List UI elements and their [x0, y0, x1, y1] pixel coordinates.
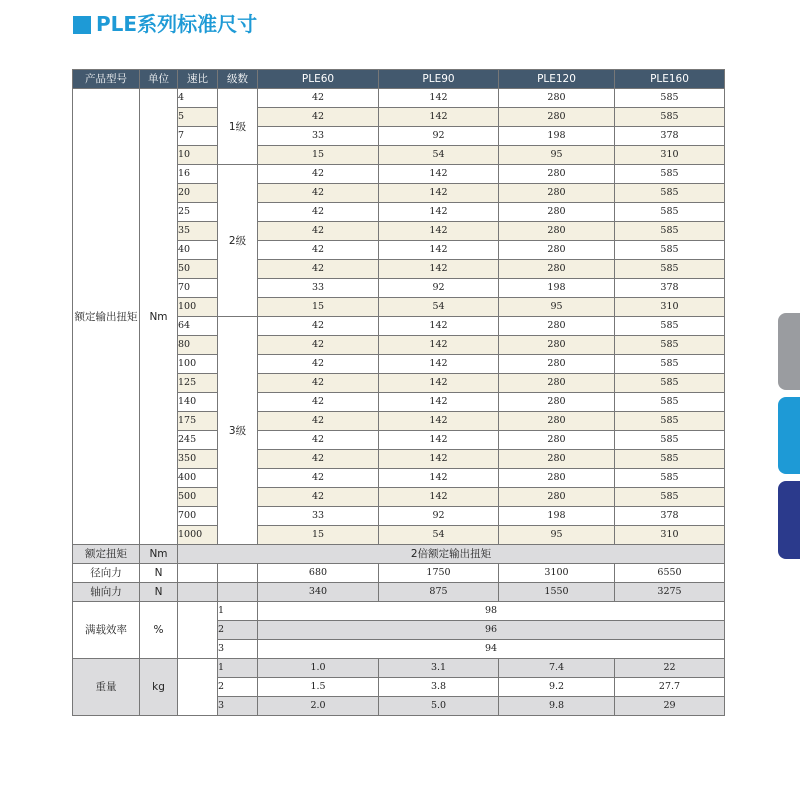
- torque-value-cell: 280: [499, 260, 615, 279]
- torque-value-cell: 142: [379, 469, 499, 488]
- torque-value-cell: 42: [258, 336, 379, 355]
- force-value-cell: 1750: [379, 564, 499, 583]
- ratio-cell: 20: [178, 184, 218, 203]
- ratio-cell: 40: [178, 241, 218, 260]
- torque-value-cell: 95: [499, 146, 615, 165]
- torque-value-cell: 585: [615, 488, 725, 507]
- torque-value-cell: 280: [499, 469, 615, 488]
- torque-value-cell: 42: [258, 488, 379, 507]
- torque-value-cell: 142: [379, 374, 499, 393]
- torque-value-cell: 42: [258, 450, 379, 469]
- torque-value-cell: 42: [258, 393, 379, 412]
- ratio-cell: 125: [178, 374, 218, 393]
- torque-value-cell: 378: [615, 127, 725, 146]
- weight-value-cell: 1.0: [258, 659, 379, 678]
- efficiency-value-cell: 96: [258, 621, 725, 640]
- torque-value-cell: 42: [258, 222, 379, 241]
- radial-force-row: [73, 564, 725, 583]
- torque-value-cell: 585: [615, 222, 725, 241]
- torque-value-cell: 142: [379, 317, 499, 336]
- torque-value-cell: 42: [258, 412, 379, 431]
- page-title: PLE系列标准尺寸: [96, 12, 258, 36]
- ratio-cell: 5: [178, 108, 218, 127]
- weight-value-cell: 29: [615, 697, 725, 716]
- weight-value-cell: 3.1: [379, 659, 499, 678]
- rated-torque-row: [73, 545, 725, 564]
- torque-value-cell: 585: [615, 450, 725, 469]
- weight-unit: kg: [140, 659, 178, 716]
- torque-value-cell: 310: [615, 298, 725, 317]
- force-value-cell: 340: [258, 583, 379, 602]
- force-value-cell: 1550: [499, 583, 615, 602]
- torque-value-cell: 142: [379, 412, 499, 431]
- torque-value-cell: 585: [615, 317, 725, 336]
- torque-value-cell: 280: [499, 241, 615, 260]
- spec-table: [72, 69, 725, 716]
- torque-value-cell: 95: [499, 298, 615, 317]
- torque-value-cell: 33: [258, 507, 379, 526]
- torque-value-cell: 142: [379, 355, 499, 374]
- torque-value-cell: 280: [499, 222, 615, 241]
- ratio-cell: 400: [178, 469, 218, 488]
- torque-value-cell: 42: [258, 89, 379, 108]
- ratio-cell: 70: [178, 279, 218, 298]
- axial-force-unit: N: [140, 583, 178, 602]
- torque-value-cell: 585: [615, 165, 725, 184]
- torque-value-cell: 142: [379, 260, 499, 279]
- ratio-cell: 10: [178, 146, 218, 165]
- efficiency-stage-cell: 1: [218, 602, 258, 621]
- torque-value-cell: 585: [615, 260, 725, 279]
- efficiency-value-cell: 94: [258, 640, 725, 659]
- force-value-cell: 3100: [499, 564, 615, 583]
- torque-value-cell: 142: [379, 488, 499, 507]
- torque-value-cell: 142: [379, 89, 499, 108]
- torque-value-cell: 378: [615, 279, 725, 298]
- weight-label: 重量: [73, 659, 140, 716]
- torque-value-cell: 585: [615, 203, 725, 222]
- torque-value-cell: 280: [499, 108, 615, 127]
- torque-value-cell: 310: [615, 526, 725, 545]
- empty-cell: [178, 602, 218, 659]
- torque-value-cell: 15: [258, 146, 379, 165]
- rated-torque-value: 2倍额定输出扭矩: [178, 545, 725, 564]
- torque-value-cell: 280: [499, 336, 615, 355]
- torque-value-cell: 54: [379, 526, 499, 545]
- torque-value-cell: 585: [615, 241, 725, 260]
- torque-value-cell: 280: [499, 488, 615, 507]
- empty-cell: [218, 564, 258, 583]
- rated-torque-label: 额定扭矩: [73, 545, 140, 564]
- force-value-cell: 6550: [615, 564, 725, 583]
- weight-value-cell: 27.7: [615, 678, 725, 697]
- ratio-cell: 50: [178, 260, 218, 279]
- weight-value-cell: 7.4: [499, 659, 615, 678]
- torque-value-cell: 142: [379, 450, 499, 469]
- torque-value-cell: 142: [379, 203, 499, 222]
- torque-value-cell: 142: [379, 165, 499, 184]
- force-value-cell: 3275: [615, 583, 725, 602]
- ratio-cell: 245: [178, 431, 218, 450]
- rated-torque-unit: Nm: [140, 545, 178, 564]
- weight-value-cell: 9.8: [499, 697, 615, 716]
- axial-force-label: 轴向力: [73, 583, 140, 602]
- torque-value-cell: 42: [258, 241, 379, 260]
- torque-value-cell: 92: [379, 507, 499, 526]
- efficiency-stage-cell: 2: [218, 621, 258, 640]
- torque-value-cell: 280: [499, 355, 615, 374]
- torque-value-cell: 280: [499, 89, 615, 108]
- torque-value-cell: 54: [379, 146, 499, 165]
- torque-value-cell: 33: [258, 279, 379, 298]
- ratio-cell: 500: [178, 488, 218, 507]
- header-ple60: PLE60: [258, 70, 379, 89]
- weight-stage-cell: 1: [218, 659, 258, 678]
- header-ple160: PLE160: [615, 70, 725, 89]
- torque-value-cell: 585: [615, 108, 725, 127]
- weight-value-cell: 9.2: [499, 678, 615, 697]
- torque-value-cell: 92: [379, 279, 499, 298]
- torque-value-cell: 42: [258, 260, 379, 279]
- ratio-cell: 4: [178, 89, 218, 108]
- torque-value-cell: 142: [379, 184, 499, 203]
- torque-value-cell: 198: [499, 507, 615, 526]
- torque-value-cell: 280: [499, 374, 615, 393]
- header-row: [73, 70, 725, 89]
- efficiency-unit: %: [140, 602, 178, 659]
- torque-value-cell: 42: [258, 184, 379, 203]
- torque-value-cell: 585: [615, 355, 725, 374]
- weight-value-cell: 22: [615, 659, 725, 678]
- force-value-cell: 875: [379, 583, 499, 602]
- torque-value-cell: 280: [499, 203, 615, 222]
- torque-value-cell: 33: [258, 127, 379, 146]
- torque-value-cell: 585: [615, 431, 725, 450]
- efficiency-label: 满载效率: [73, 602, 140, 659]
- efficiency-row: [73, 602, 725, 621]
- torque-value-cell: 42: [258, 165, 379, 184]
- torque-value-cell: 95: [499, 526, 615, 545]
- torque-value-cell: 585: [615, 336, 725, 355]
- torque-value-cell: 198: [499, 127, 615, 146]
- header-ple90: PLE90: [379, 70, 499, 89]
- torque-value-cell: 585: [615, 374, 725, 393]
- torque-value-cell: 142: [379, 431, 499, 450]
- ratio-cell: 700: [178, 507, 218, 526]
- title-marker: [73, 16, 91, 34]
- torque-value-cell: 585: [615, 393, 725, 412]
- header-unit: 单位: [140, 70, 178, 89]
- ratio-cell: 100: [178, 355, 218, 374]
- ratio-cell: 16: [178, 165, 218, 184]
- weight-value-cell: 2.0: [258, 697, 379, 716]
- weight-value-cell: 3.8: [379, 678, 499, 697]
- header-model: 产品型号: [73, 70, 140, 89]
- torque-value-cell: 142: [379, 336, 499, 355]
- torque-value-cell: 15: [258, 298, 379, 317]
- empty-cell: [178, 659, 218, 716]
- table-row: [73, 89, 725, 108]
- torque-value-cell: 42: [258, 469, 379, 488]
- weight-value-cell: 1.5: [258, 678, 379, 697]
- torque-value-cell: 280: [499, 184, 615, 203]
- stage-cell: 2级: [218, 165, 258, 317]
- torque-unit: Nm: [140, 89, 178, 545]
- empty-cell: [178, 583, 218, 602]
- ratio-cell: 350: [178, 450, 218, 469]
- weight-stage-cell: 2: [218, 678, 258, 697]
- torque-value-cell: 280: [499, 450, 615, 469]
- header-stage: 级数: [218, 70, 258, 89]
- torque-value-cell: 42: [258, 431, 379, 450]
- ratio-cell: 7: [178, 127, 218, 146]
- weight-stage-cell: 3: [218, 697, 258, 716]
- torque-value-cell: 42: [258, 317, 379, 336]
- torque-value-cell: 280: [499, 431, 615, 450]
- torque-value-cell: 54: [379, 298, 499, 317]
- force-value-cell: 680: [258, 564, 379, 583]
- empty-cell: [178, 564, 218, 583]
- efficiency-stage-cell: 3: [218, 640, 258, 659]
- torque-value-cell: 42: [258, 355, 379, 374]
- header-ple120: PLE120: [499, 70, 615, 89]
- empty-cell: [218, 583, 258, 602]
- ratio-cell: 35: [178, 222, 218, 241]
- torque-value-cell: 585: [615, 89, 725, 108]
- torque-value-cell: 280: [499, 412, 615, 431]
- torque-value-cell: 142: [379, 108, 499, 127]
- torque-value-cell: 280: [499, 393, 615, 412]
- torque-value-cell: 92: [379, 127, 499, 146]
- torque-value-cell: 42: [258, 374, 379, 393]
- stage-cell: 1级: [218, 89, 258, 165]
- radial-force-unit: N: [140, 564, 178, 583]
- side-tab-gray[interactable]: [778, 313, 800, 390]
- ratio-cell: 175: [178, 412, 218, 431]
- torque-value-cell: 142: [379, 393, 499, 412]
- torque-value-cell: 142: [379, 222, 499, 241]
- stage-cell: 3级: [218, 317, 258, 545]
- torque-value-cell: 585: [615, 469, 725, 488]
- ratio-cell: 140: [178, 393, 218, 412]
- torque-value-cell: 280: [499, 165, 615, 184]
- torque-value-cell: 42: [258, 108, 379, 127]
- ratio-cell: 100: [178, 298, 218, 317]
- ratio-cell: 25: [178, 203, 218, 222]
- torque-value-cell: 585: [615, 412, 725, 431]
- efficiency-value-cell: 98: [258, 602, 725, 621]
- torque-value-cell: 42: [258, 203, 379, 222]
- ratio-cell: 64: [178, 317, 218, 336]
- torque-value-cell: 198: [499, 279, 615, 298]
- header-ratio: 速比: [178, 70, 218, 89]
- weight-value-cell: 5.0: [379, 697, 499, 716]
- torque-value-cell: 585: [615, 184, 725, 203]
- torque-value-cell: 310: [615, 146, 725, 165]
- side-tab-navy[interactable]: [778, 481, 800, 559]
- radial-force-label: 径向力: [73, 564, 140, 583]
- torque-value-cell: 280: [499, 317, 615, 336]
- side-tab-blue[interactable]: [778, 397, 800, 474]
- ratio-cell: 80: [178, 336, 218, 355]
- torque-value-cell: 378: [615, 507, 725, 526]
- weight-row: [73, 659, 725, 678]
- torque-value-cell: 15: [258, 526, 379, 545]
- torque-label: 额定输出扭矩: [73, 89, 140, 545]
- torque-value-cell: 142: [379, 241, 499, 260]
- ratio-cell: 1000: [178, 526, 218, 545]
- axial-force-row: [73, 583, 725, 602]
